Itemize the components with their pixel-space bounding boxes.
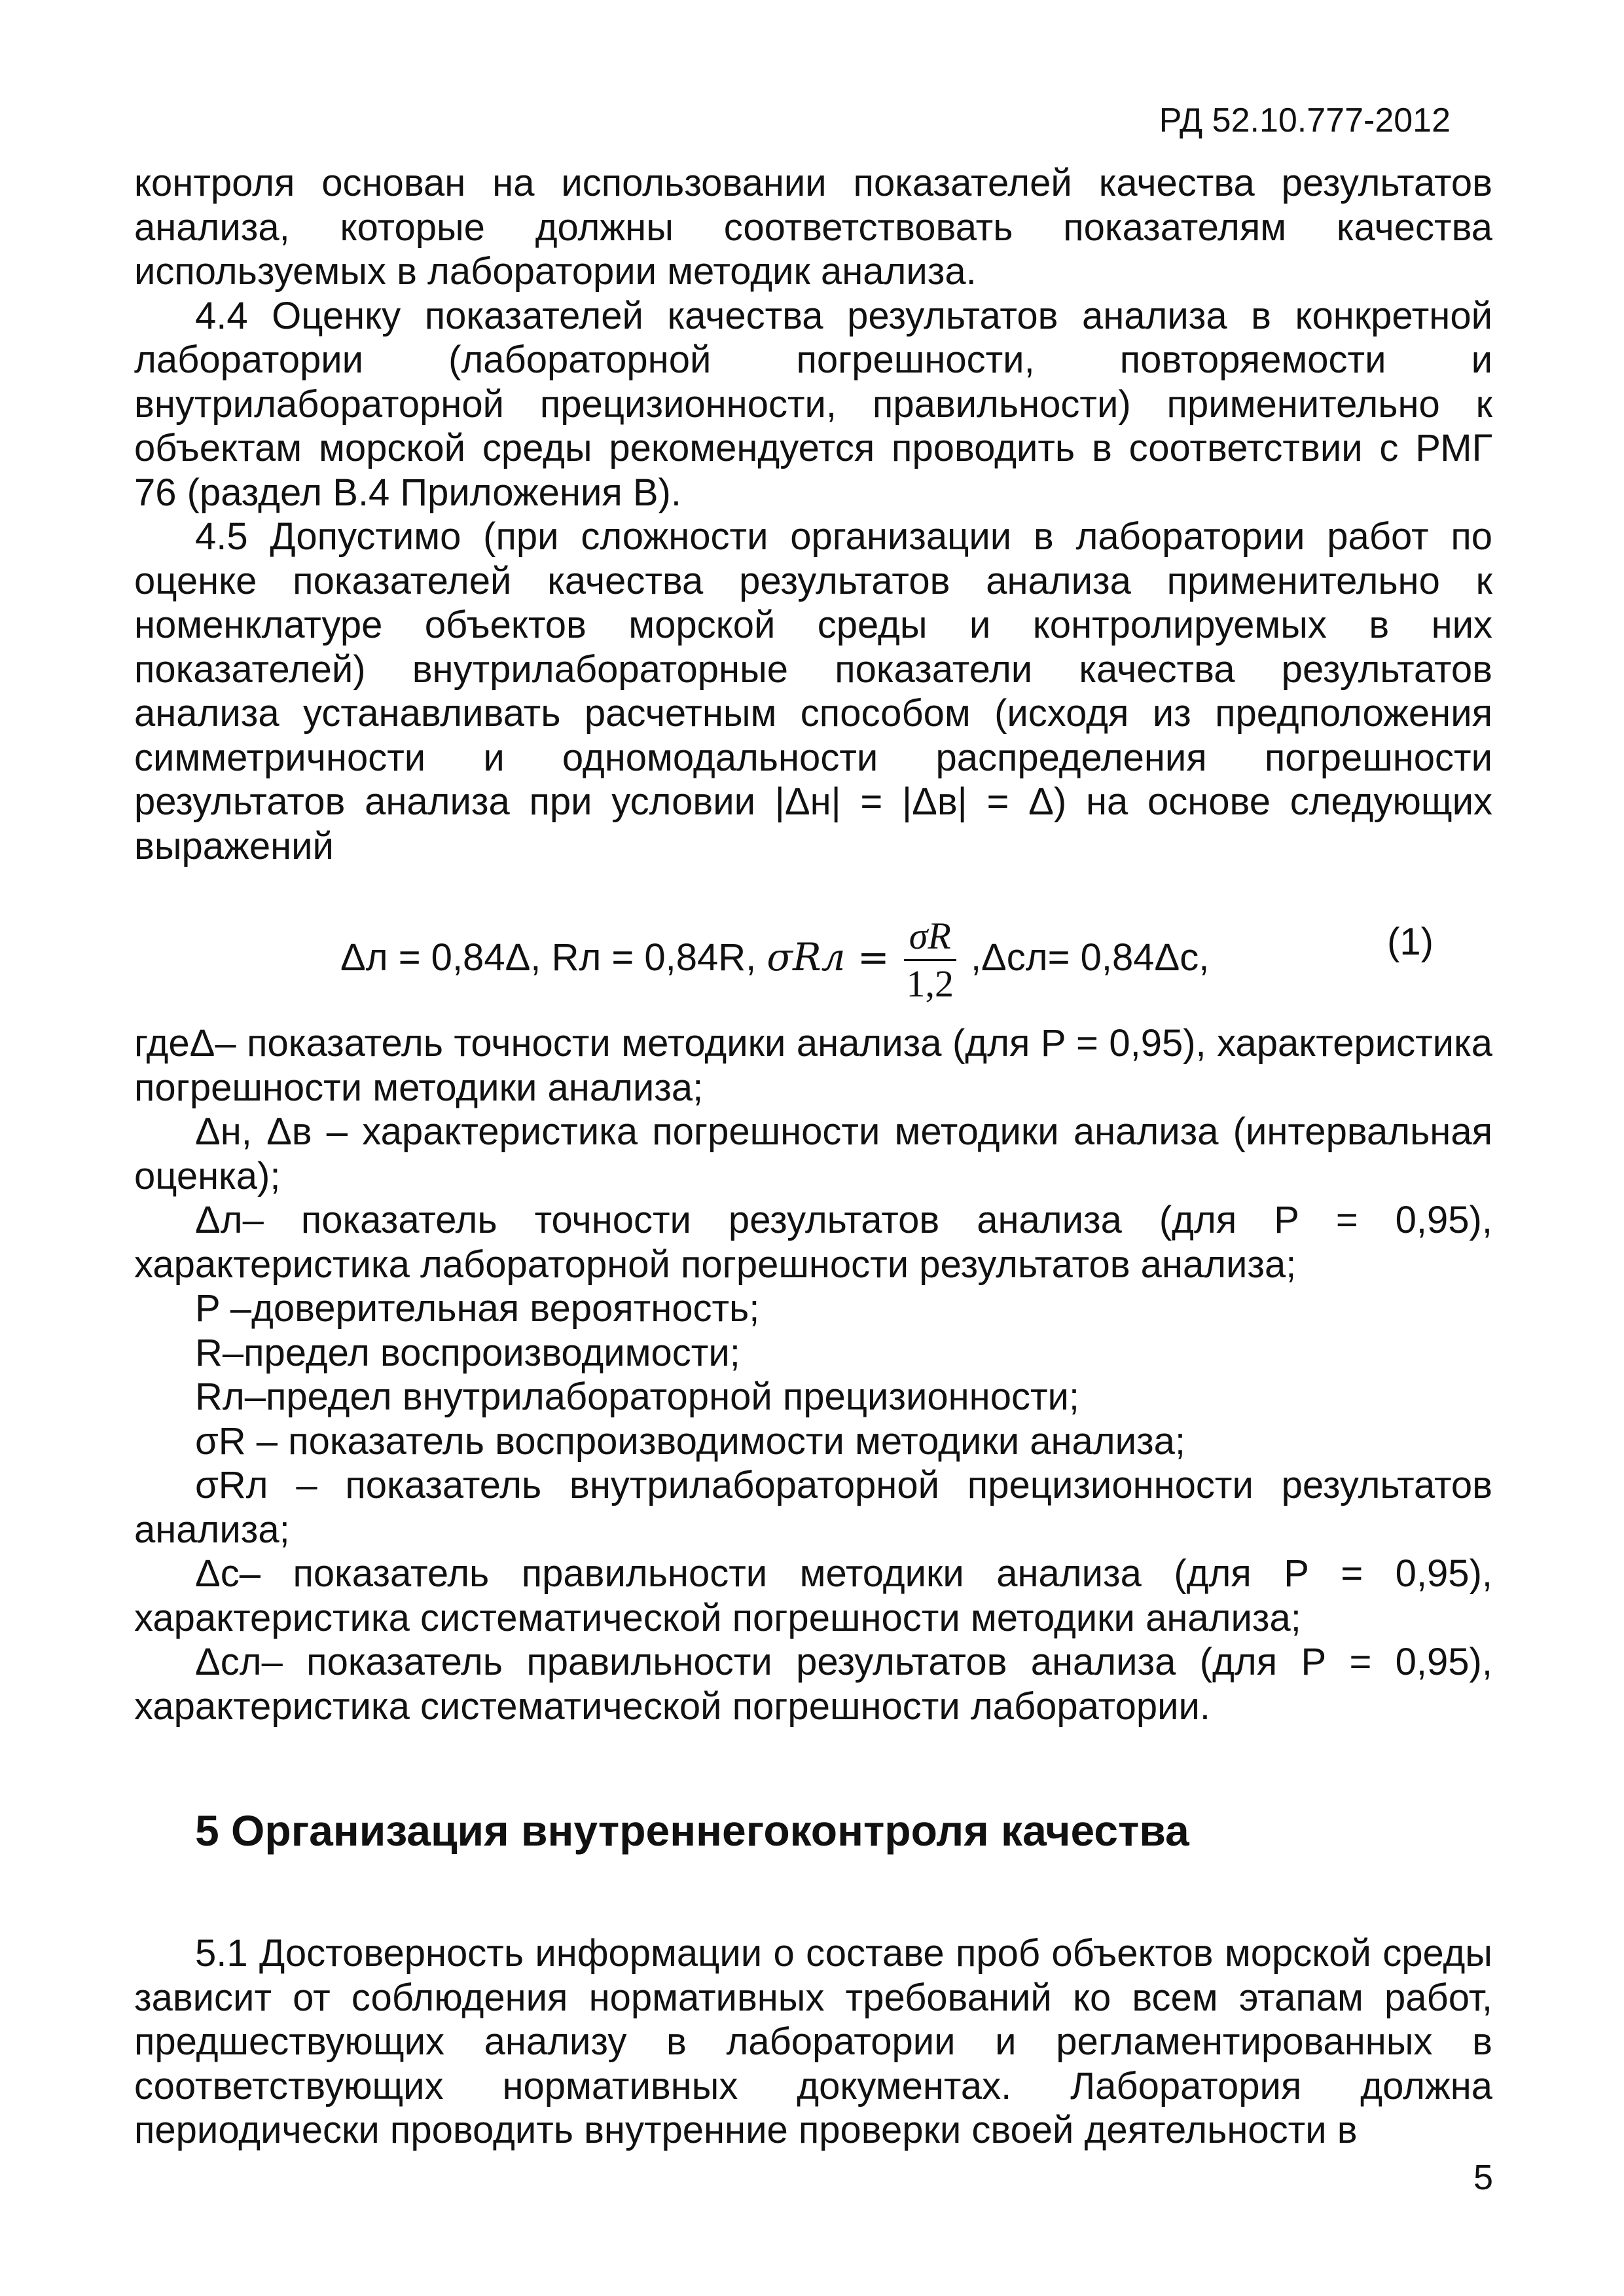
definition-sigma-r-l: σRл – показатель внутрилабораторной прецизионности результатов анализа; [134,1464,1492,1551]
text-block-upper [134,161,1492,868]
definition-r-l: Rл–предел внутрилабораторной прецизионности; [195,1376,1080,1418]
section-5-heading: 5 Организация внутреннегоконтроля качества [195,1806,1189,1855]
formula-part-delta-l: Δл = 0,84Δ, [340,936,541,979]
definitions-block [134,1021,1492,1728]
definition-p: P –доверительная вероятность; [195,1287,760,1330]
definition-sigma-r: σR – показатель воспроизводимости методики анализа; [195,1419,1185,1463]
paragraph-5-1: 5.1 Достоверность информации о составе проб объектов морской среды зависит от соблюдения нормативных требований ко всем этапам работ, предшествующих анализу в лаборатории и регламентированных в соответствующих нормативных документах. Лаборатория должна периодически проводить внутренние проверки своей деятельности в [134,1932,1492,2151]
fraction-numerator: σR [904,913,956,961]
document-code: РД 52.10.777-2012 [1159,101,1451,139]
definition-delta-c: Δс– показатель правильности методики анализа (для P = 0,95), характеристика систематической погрешности методики анализа; [134,1552,1492,1639]
formula-fraction [904,913,956,1007]
definition-delta: гдеΔ– показатель точности методики анализа (для P = 0,95), характеристика погрешности методики анализа; [134,1022,1492,1109]
fraction-denominator: 1,2 [906,962,954,1005]
formula-part-delta-sl: ,Δсл= 0,84Δс, [970,936,1210,979]
formula-part-r-l: Rл = 0,84R, [551,936,757,979]
definition-r: R–предел воспроизводимости; [195,1331,740,1374]
formula-expression [340,913,1209,1007]
definition-delta-lab: Δл– показатель точности результатов анализа (для P = 0,95), характеристика лабораторной погрешности результатов анализа; [134,1199,1492,1286]
definition-delta-interval: Δн, Δв – характеристика погрешности методики анализа (интервальная оценка); [134,1110,1492,1197]
page-number: 5 [1473,2158,1493,2197]
paragraph-4-5: 4.5 Допустимо (при сложности организации в лаборатории работ по оценке показателей качества результатов анализа применительно к номенклатуре объектов морской среды и контролируемых в них показателей) внутрилабораторные показатели качества результатов анализа устанавливать расчетным способом (исходя из предположения симметричности и одномодальности распределения погрешности результатов анализа при условии |Δн| = |Δв| = Δ) на основе следующих выражений [134,515,1492,867]
intro-paragraph: контроля основан на использовании показателей качества результатов анализа, которые должны соответствовать показателям качества используемых в лаборатории методик анализа. [134,162,1492,293]
formula-number: (1) [1387,920,1434,963]
formula-sigma-lhs: σRл = [767,934,890,979]
formula-1 [134,867,1492,1005]
text-block-lower [134,1931,1492,2153]
definition-delta-cl: Δсл– показатель правильности результатов анализа (для P = 0,95), характеристика систематической погрешности лаборатории. [134,1641,1492,1728]
paragraph-4-4: 4.4 Оценку показателей качества результатов анализа в конкретной лаборатории (лабораторной погрешности, повторяемости и внутрилабораторной прецизионности, правильности) применительно к объектам морской среды рекомендуется проводить в соответствии с РМГ 76 (раздел В.4 Приложения В). [134,294,1492,514]
